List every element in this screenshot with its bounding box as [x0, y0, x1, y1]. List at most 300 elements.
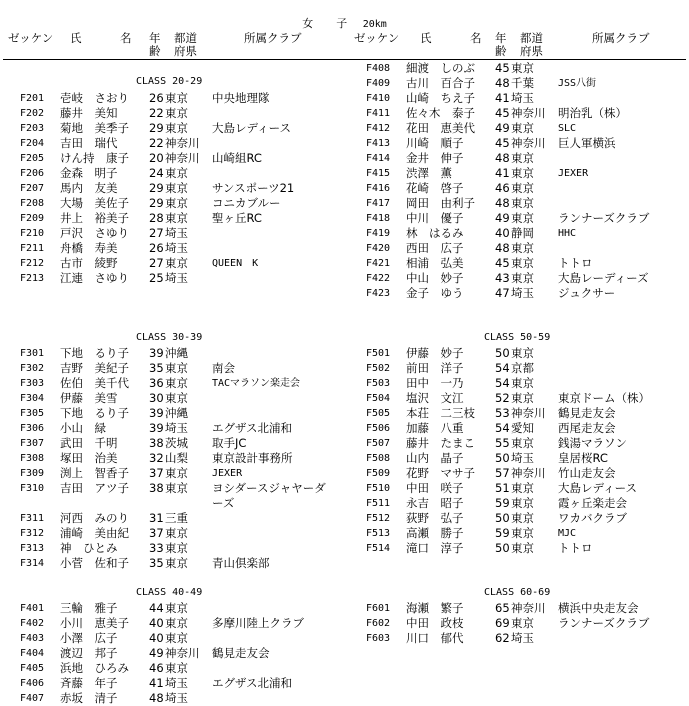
bib-cell: F603 [366, 633, 391, 644]
pref-cell: 東京 [165, 361, 188, 375]
club-cell: 南会 [212, 361, 235, 375]
bib-cell: F513 [366, 528, 391, 539]
name-cell: 田中 一乃 [406, 376, 464, 390]
name-cell: 岡田 由利子 [406, 196, 475, 210]
club-cell: 鶴見走友会 [558, 406, 616, 420]
bib-cell: F207 [20, 183, 45, 194]
club-cell: TACマラソン楽走会 [212, 378, 301, 389]
bib-cell: F310 [20, 483, 45, 494]
name-cell: 林 はるみ [406, 226, 464, 240]
bib-cell: F204 [20, 138, 45, 149]
bib-cell: F304 [20, 393, 45, 404]
bib-cell: F510 [366, 483, 391, 494]
pref-cell: 東京 [165, 106, 188, 120]
club-cell: HHC [558, 228, 577, 239]
table-row [0, 286, 689, 301]
pref-cell: 埼玉 [165, 226, 188, 240]
bib-cell: F506 [366, 423, 391, 434]
table-row [0, 691, 689, 706]
table-row [0, 556, 689, 571]
bib-cell: F410 [366, 93, 391, 104]
name-cell: 下地 るり子 [60, 406, 129, 420]
name-cell: 武田 千明 [60, 436, 118, 450]
age-cell: 39 [149, 346, 164, 360]
name-cell: 花崎 啓子 [406, 181, 464, 195]
bib-cell: F419 [366, 228, 391, 239]
bib-cell: F203 [20, 123, 45, 134]
pref-cell: 埼玉 [165, 271, 188, 285]
header-divider [3, 59, 686, 60]
club-cell: ワカバクラブ [558, 511, 627, 525]
bib-cell: F308 [20, 453, 45, 464]
pref-cell: 東京 [511, 391, 534, 405]
club-cell: 巨人軍横浜 [558, 136, 616, 150]
bib-cell: F504 [366, 393, 391, 404]
bib-cell: F305 [20, 408, 45, 419]
pref-cell: 東京 [511, 511, 534, 525]
pref-cell: 沖縄 [165, 346, 188, 360]
name-cell: 金森 明子 [60, 166, 118, 180]
pref-cell: 東京 [165, 631, 188, 645]
pref-cell: 東京 [511, 436, 534, 450]
table-row [0, 511, 689, 526]
table-row [0, 406, 689, 421]
bib-cell: F302 [20, 363, 45, 374]
pref-cell: 東京 [165, 256, 188, 270]
bib-cell: F303 [20, 378, 45, 389]
age-cell: 39 [149, 406, 164, 420]
header-age-2: 齢 [495, 44, 507, 58]
class-heading: CLASS 60-69 [484, 587, 551, 598]
name-cell: 吉田 アツ子 [60, 481, 129, 495]
bib-cell: F307 [20, 438, 45, 449]
age-cell: 65 [495, 601, 510, 615]
name-cell: 永吉 昭子 [406, 496, 464, 510]
club-cell: 霞ヶ丘楽走会 [558, 496, 627, 510]
header-bib: ゼッケン [8, 31, 54, 45]
bib-cell: F514 [366, 543, 391, 554]
club-cell: エグザス北浦和 [212, 676, 293, 690]
bib-cell: F601 [366, 603, 391, 614]
name-cell: 小菅 佐和子 [60, 556, 129, 570]
bib-cell: F415 [366, 168, 391, 179]
header-name: 氏 名 [70, 31, 133, 45]
club-cell: ヨシダースジャヤーダーズ [212, 481, 326, 510]
pref-cell: 東京 [165, 526, 188, 540]
age-cell: 48 [495, 241, 510, 255]
age-cell: 37 [149, 466, 164, 480]
age-cell: 41 [495, 166, 510, 180]
age-cell: 22 [149, 136, 164, 150]
name-cell: 三輪 雅子 [60, 601, 118, 615]
age-cell: 41 [149, 676, 164, 690]
age-cell: 20 [149, 151, 164, 165]
age-cell: 33 [149, 541, 164, 555]
bib-cell: F413 [366, 138, 391, 149]
table-row [0, 181, 689, 196]
age-cell: 41 [495, 91, 510, 105]
club-cell: 東京ドーム（株） [558, 391, 650, 405]
age-cell: 47 [495, 286, 510, 300]
age-cell: 50 [495, 451, 510, 465]
name-cell: 相浦 弘美 [406, 256, 464, 270]
age-cell: 57 [495, 466, 510, 480]
table-row [0, 631, 689, 646]
name-cell: 西田 広子 [406, 241, 464, 255]
table-row [0, 256, 689, 271]
class-heading: CLASS 30-39 [136, 332, 203, 343]
club-cell: 多摩川陸上クラブ [212, 616, 304, 630]
pref-cell: 愛知 [511, 421, 534, 435]
pref-cell: 茨城 [165, 436, 188, 450]
age-cell: 62 [495, 631, 510, 645]
pref-cell: 東京 [165, 541, 188, 555]
age-cell: 59 [495, 526, 510, 540]
bib-cell: F407 [20, 693, 45, 704]
name-cell: 海瀬 繁子 [406, 601, 464, 615]
age-cell: 26 [149, 241, 164, 255]
pref-cell: 東京 [165, 391, 188, 405]
pref-cell: 埼玉 [165, 676, 188, 690]
bib-cell: F411 [366, 108, 391, 119]
age-cell: 49 [495, 121, 510, 135]
pref-cell: 東京 [165, 616, 188, 630]
bib-cell: F309 [20, 468, 45, 479]
table-row [0, 601, 689, 616]
name-cell: 渋澤 薫 [406, 166, 452, 180]
club-cell: トトロ [558, 541, 593, 555]
bib-cell: F409 [366, 78, 391, 89]
name-cell: 本荘 二三枝 [406, 406, 475, 420]
age-cell: 27 [149, 256, 164, 270]
club-cell: コニカブルー [212, 196, 281, 210]
table-row [0, 211, 689, 226]
pref-cell: 東京 [165, 166, 188, 180]
name-cell: 前田 洋子 [406, 361, 464, 375]
name-cell: 吉田 瑞代 [60, 136, 118, 150]
age-cell: 50 [495, 511, 510, 525]
pref-cell: 東京 [511, 526, 534, 540]
age-cell: 27 [149, 226, 164, 240]
club-cell: JEXER [212, 468, 243, 479]
age-cell: 43 [495, 271, 510, 285]
bib-cell: F505 [366, 408, 391, 419]
pref-cell: 埼玉 [511, 91, 534, 105]
page-title [0, 15, 689, 31]
age-cell: 40 [149, 631, 164, 645]
club-cell: ランナーズクラブ [558, 211, 650, 225]
name-cell: 古川 百合子 [406, 76, 475, 90]
pref-cell: 三重 [165, 511, 188, 525]
club-cell: 大島レディース [212, 121, 292, 135]
name-cell: 高瀬 勝子 [406, 526, 464, 540]
bib-cell: F416 [366, 183, 391, 194]
name-cell: 馬内 友美 [60, 181, 118, 195]
age-cell: 54 [495, 376, 510, 390]
class-heading: CLASS 40-49 [136, 587, 203, 598]
name-cell: 井上 裕美子 [60, 211, 129, 225]
age-cell: 37 [149, 526, 164, 540]
name-cell: 小澤 広子 [60, 631, 118, 645]
age-cell: 69 [495, 616, 510, 630]
age-cell: 31 [149, 511, 164, 525]
pref-cell: 東京 [511, 616, 534, 630]
table-row [0, 616, 689, 631]
club-cell: 横浜中央走友会 [558, 601, 639, 615]
club-cell: 竹山走友会 [558, 466, 616, 480]
pref-cell: 神奈川 [511, 136, 546, 150]
age-cell: 48 [495, 151, 510, 165]
age-cell: 35 [149, 556, 164, 570]
name-cell: 川口 郁代 [406, 631, 464, 645]
name-cell: 佐々木 泰子 [406, 106, 475, 120]
name-cell: 金子 ゆう [406, 286, 464, 300]
name-cell: 荻野 弘子 [406, 511, 464, 525]
pref-cell: 東京 [165, 211, 188, 225]
pref-cell: 東京 [511, 181, 534, 195]
bib-cell: F205 [20, 153, 45, 164]
name-cell: 藤井 たまこ [406, 436, 475, 450]
table-row [0, 376, 689, 391]
pref-cell: 埼玉 [511, 631, 534, 645]
pref-cell: 神奈川 [511, 406, 546, 420]
pref-cell: 東京 [511, 541, 534, 555]
name-cell: 山崎 ちえ子 [406, 91, 475, 105]
table-row [0, 346, 689, 361]
table-row [0, 436, 689, 451]
club-cell: SLC [558, 123, 577, 134]
bib-cell: F313 [20, 543, 45, 554]
table-row [0, 151, 689, 166]
table-row [0, 391, 689, 406]
age-cell: 45 [495, 61, 510, 75]
club-cell: QUEEN K [212, 258, 259, 269]
age-cell: 50 [495, 346, 510, 360]
bib-cell: F306 [20, 423, 45, 434]
table-row [0, 541, 689, 556]
table-row [0, 61, 689, 76]
table-row [0, 106, 689, 121]
age-cell: 46 [495, 181, 510, 195]
age-cell: 53 [495, 406, 510, 420]
name-cell: 壱岐 さおり [60, 91, 129, 105]
header-age-2: 齢 [149, 44, 161, 58]
age-cell: 45 [495, 256, 510, 270]
table-row [0, 646, 689, 661]
age-cell: 50 [495, 541, 510, 555]
bib-cell: F508 [366, 453, 391, 464]
name-cell: 河西 みのり [60, 511, 129, 525]
name-cell: 江連 さゆり [60, 271, 129, 285]
club-cell: 銭湯マラソン [558, 436, 627, 450]
age-cell: 39 [149, 421, 164, 435]
age-cell: 54 [495, 361, 510, 375]
age-cell: 46 [149, 661, 164, 675]
club-cell: エグザス北浦和 [212, 421, 293, 435]
bib-cell: F403 [20, 633, 45, 644]
title-main: 女 子 [302, 17, 354, 30]
pref-cell: 埼玉 [511, 286, 534, 300]
age-cell: 29 [149, 196, 164, 210]
bib-cell: F602 [366, 618, 391, 629]
age-cell: 48 [149, 691, 164, 705]
age-cell: 51 [495, 481, 510, 495]
pref-cell: 東京 [165, 91, 188, 105]
bib-cell: F414 [366, 153, 391, 164]
bib-cell: F401 [20, 603, 45, 614]
bib-cell: F209 [20, 213, 45, 224]
name-cell: 山内 晶子 [406, 451, 464, 465]
club-cell: 大島レディース [558, 481, 638, 495]
name-cell: 渕上 智香子 [60, 466, 129, 480]
name-cell: 中川 優子 [406, 211, 464, 225]
club-cell: 皇居桜RC [558, 451, 608, 465]
club-cell: 聖ヶ丘RC [212, 211, 262, 225]
age-cell: 29 [149, 181, 164, 195]
name-cell: 滝口 淳子 [406, 541, 464, 555]
table-row [0, 496, 689, 511]
bib-cell: F501 [366, 348, 391, 359]
pref-cell: 神奈川 [165, 151, 200, 165]
name-cell: 戸沢 さゆり [60, 226, 129, 240]
bib-cell: F423 [366, 288, 391, 299]
bib-cell: F212 [20, 258, 45, 269]
table-row [0, 166, 689, 181]
name-cell: 吉野 美紀子 [60, 361, 129, 375]
table-row [0, 241, 689, 256]
bib-cell: F412 [366, 123, 391, 134]
bib-cell: F312 [20, 528, 45, 539]
table-row [0, 676, 689, 691]
club-cell: 東京設計事務所 [212, 451, 293, 465]
header-pref-2: 府県 [174, 44, 197, 58]
bib-cell: F406 [20, 678, 45, 689]
name-cell: 花野 マサ子 [406, 466, 475, 480]
pref-cell: 東京 [165, 601, 188, 615]
club-cell: 中央地理隊 [212, 91, 270, 105]
bib-cell: F511 [366, 498, 391, 509]
bib-cell: F402 [20, 618, 45, 629]
bib-cell: F213 [20, 273, 45, 284]
pref-cell: 千葉 [511, 76, 534, 90]
header-pref-1: 都道 [174, 31, 197, 45]
table-row [0, 76, 689, 91]
header-bib: ゼッケン [354, 31, 400, 45]
name-cell: 塚田 治美 [60, 451, 118, 465]
table-row [0, 196, 689, 211]
age-cell: 49 [149, 646, 164, 660]
age-cell: 54 [495, 421, 510, 435]
club-cell: 明治乳（株） [558, 106, 627, 120]
bib-cell: F502 [366, 363, 391, 374]
name-cell: 細渡 しのぶ [406, 61, 475, 75]
pref-cell: 山梨 [165, 451, 188, 465]
club-cell: 西尾走友会 [558, 421, 616, 435]
pref-cell: 東京 [511, 61, 534, 75]
pref-cell: 神奈川 [165, 136, 200, 150]
table-row [0, 661, 689, 676]
age-cell: 45 [495, 136, 510, 150]
pref-cell: 東京 [511, 151, 534, 165]
age-cell: 32 [149, 451, 164, 465]
table-row [0, 91, 689, 106]
name-cell: 浜地 ひろみ [60, 661, 129, 675]
club-cell: JSS八街 [558, 78, 597, 89]
pref-cell: 東京 [511, 256, 534, 270]
age-cell: 24 [149, 166, 164, 180]
pref-cell: 東京 [165, 556, 188, 570]
bib-cell: F420 [366, 243, 391, 254]
pref-cell: 東京 [165, 121, 188, 135]
pref-cell: 東京 [511, 346, 534, 360]
name-cell: 斉藤 年子 [60, 676, 118, 690]
pref-cell: 埼玉 [165, 241, 188, 255]
bib-cell: F210 [20, 228, 45, 239]
pref-cell: 東京 [165, 376, 188, 390]
pref-cell: 神奈川 [511, 466, 546, 480]
name-cell: 渡辺 邦子 [60, 646, 118, 660]
club-cell: JEXER [558, 168, 589, 179]
age-cell: 30 [149, 391, 164, 405]
pref-cell: 東京 [165, 661, 188, 675]
name-cell: 下地 るり子 [60, 346, 129, 360]
age-cell: 22 [149, 106, 164, 120]
age-cell: 35 [149, 361, 164, 375]
table-row [0, 136, 689, 151]
club-cell: ジュクサー [558, 286, 616, 300]
header-club: 所属クラブ [244, 31, 302, 45]
table-row [0, 481, 689, 496]
bib-cell: F408 [366, 63, 391, 74]
name-cell: 小川 恵美子 [60, 616, 129, 630]
age-cell: 55 [495, 436, 510, 450]
table-row [0, 451, 689, 466]
name-cell: 古市 綾野 [60, 256, 118, 270]
bib-cell: F509 [366, 468, 391, 479]
club-cell: 青山倶楽部 [212, 556, 270, 570]
bib-cell: F507 [366, 438, 391, 449]
name-cell: 金井 伸子 [406, 151, 464, 165]
age-cell: 40 [149, 616, 164, 630]
name-cell: 伊藤 美雪 [60, 391, 118, 405]
title-distance: 20km [362, 19, 387, 30]
name-cell: 大場 美佐子 [60, 196, 129, 210]
bib-cell: F301 [20, 348, 45, 359]
header-age-1: 年 [495, 31, 507, 45]
name-cell: 中山 妙子 [406, 271, 464, 285]
name-cell: 赤坂 清子 [60, 691, 118, 705]
bib-cell: F421 [366, 258, 391, 269]
name-cell: 川崎 順子 [406, 136, 464, 150]
pref-cell: 東京 [165, 466, 188, 480]
header-pref-1: 都道 [520, 31, 543, 45]
header-pref-2: 府県 [520, 44, 543, 58]
name-cell: 神 ひとみ [60, 541, 118, 555]
class-heading: CLASS 50-59 [484, 332, 551, 343]
pref-cell: 東京 [511, 196, 534, 210]
name-cell: 佐伯 美千代 [60, 376, 129, 390]
name-cell: 藤井 美知 [60, 106, 118, 120]
bib-cell: F418 [366, 213, 391, 224]
club-cell: サンスポーツ21 [212, 181, 295, 195]
age-cell: 49 [495, 211, 510, 225]
pref-cell: 埼玉 [165, 421, 188, 435]
pref-cell: 東京 [511, 121, 534, 135]
name-cell: 加藤 八重 [406, 421, 464, 435]
header-club: 所属クラブ [592, 31, 650, 45]
bib-cell: F512 [366, 513, 391, 524]
pref-cell: 静岡 [511, 226, 534, 240]
